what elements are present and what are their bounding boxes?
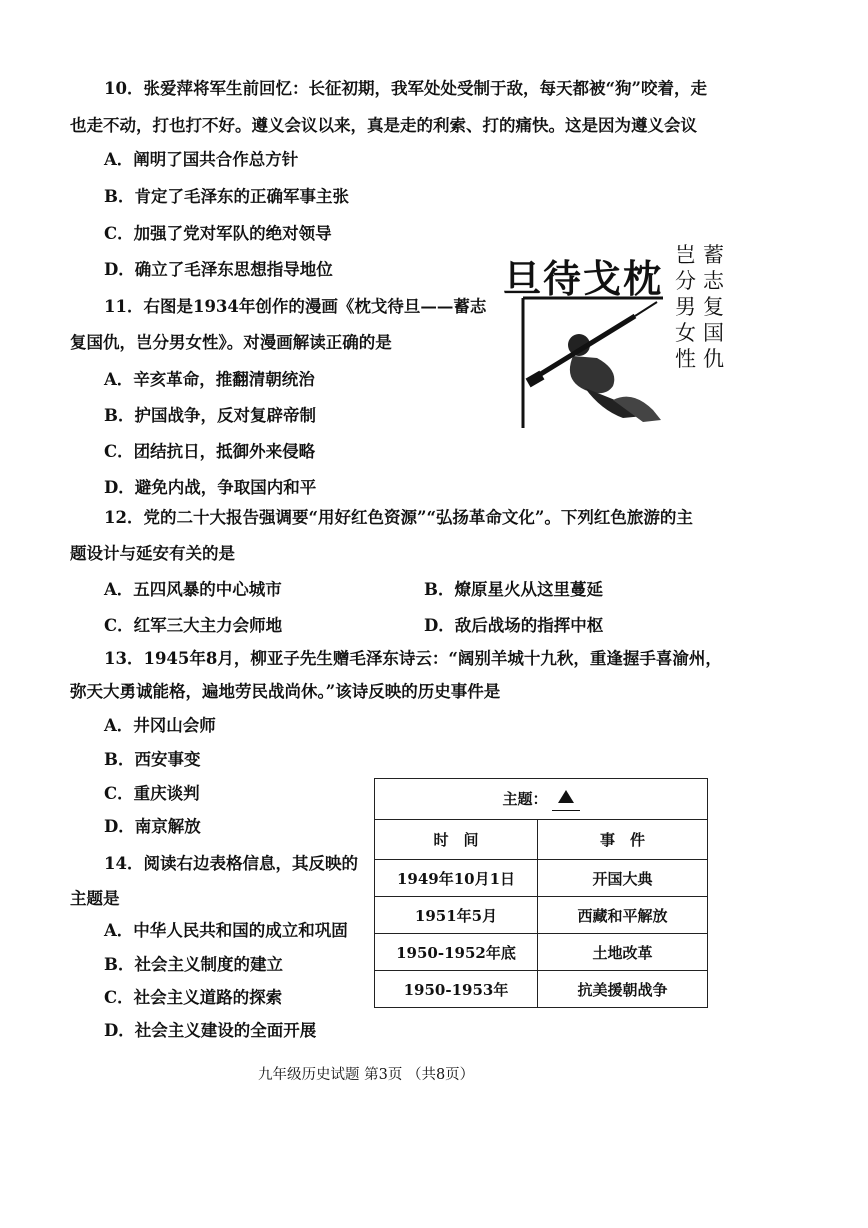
q10-stem-line2: 也走不动，打也打不好。遵义会议以来，真是走的利索、打的痛快。这是因为遵义会议 — [70, 116, 697, 135]
q11-option-c: C．团结抗日，抵御外来侵略 — [104, 442, 316, 461]
q10-option-d: D．确立了毛泽东思想指导地位 — [104, 260, 333, 279]
q13-option-b: B．西安事变 — [104, 750, 201, 769]
q11-option-d: D．避免内战，争取国内和平 — [104, 478, 317, 497]
triangle-icon — [558, 790, 574, 803]
q14-stem-line1: 14．阅读右边表格信息，其反映的 — [104, 854, 358, 873]
table-row — [375, 897, 708, 934]
col-header-time: 时 间 — [375, 820, 538, 860]
cell-time: 1951年5月 — [375, 897, 538, 934]
theme-blank — [552, 790, 580, 811]
cell-event: 开国大典 — [538, 860, 708, 897]
q13-stem-line2: 弥天大勇诚能格，遍地劳民战尚休。”该诗反映的历史事件是 — [70, 682, 501, 701]
events-table — [374, 778, 708, 1008]
q13-option-a: A．井冈山会师 — [104, 716, 216, 735]
q12-stem-line2: 题设计与延安有关的是 — [70, 544, 235, 563]
q11-stem-line1: 11．右图是1934年创作的漫画《枕戈待旦——蓄志 — [104, 297, 487, 316]
cell-event: 土地改革 — [538, 934, 708, 971]
q12-option-c: C．红军三大主力会师地 — [104, 616, 283, 635]
q10-option-a: A．阐明了国共合作总方针 — [104, 150, 299, 169]
cartoon-title: 旦待戈枕 — [503, 256, 664, 301]
cell-event: 西藏和平解放 — [538, 897, 708, 934]
q14-option-b: B．社会主义制度的建立 — [104, 955, 283, 974]
cartoon-text-col1: 蓄志复国仇 — [703, 243, 724, 371]
q11-option-a: A．辛亥革命，推翻清朝统治 — [104, 370, 315, 389]
q10-option-c: C．加强了党对军队的绝对领导 — [104, 224, 332, 243]
table-row — [375, 860, 708, 897]
cell-time: 1950-1953年 — [375, 971, 538, 1008]
table-row — [375, 934, 708, 971]
table-row — [375, 971, 708, 1008]
cell-time: 1949年10月1日 — [375, 860, 538, 897]
q12-option-a: A．五四风暴的中心城市 — [104, 580, 282, 599]
q14-option-d: D．社会主义建设的全面开展 — [104, 1021, 317, 1040]
q10-option-b: B．肯定了毛泽东的正确军事主张 — [104, 187, 349, 206]
col-header-event: 事 件 — [538, 820, 708, 860]
cell-time: 1950-1952年底 — [375, 934, 538, 971]
q12-option-d: D．敌后战场的指挥中枢 — [424, 616, 604, 635]
q11-stem-line2: 复国仇，岂分男女性》。对漫画解读正确的是 — [70, 333, 392, 352]
q13-option-c: C．重庆谈判 — [104, 784, 200, 803]
q13-option-d: D．南京解放 — [104, 817, 201, 836]
cartoon-text-col2: 岂分男女性 — [675, 243, 696, 371]
q12-stem-line1: 12．党的二十大报告强调要“用好红色资源”“弘扬革命文化”。下列红色旅游的主 — [104, 508, 693, 527]
q12-option-b: B．燎原星火从这里蔓延 — [424, 580, 603, 599]
table-header-row — [375, 820, 708, 860]
cartoon-image — [493, 240, 728, 432]
q11-option-b: B．护国战争，反对复辟帝制 — [104, 406, 316, 425]
table-theme-cell — [375, 779, 708, 820]
q14-option-c: C．社会主义道路的探索 — [104, 988, 283, 1007]
q14-option-a: A．中华人民共和国的成立和巩固 — [104, 921, 348, 940]
table-theme-label: 主题： — [502, 789, 548, 808]
table-theme-row — [375, 779, 708, 820]
q10-stem-line1: 10．张爱萍将军生前回忆：长征初期，我军处处受制于敌，每天都被“狗”咬着，走 — [104, 79, 707, 98]
page-footer: 九年级历史试题 第3页 （共8页） — [258, 1067, 475, 1083]
q13-stem-line1: 13．1945年8月，柳亚子先生赠毛泽东诗云：“阔别羊城十九秋，重逢握手喜渝州， — [104, 649, 722, 668]
cell-event: 抗美援朝战争 — [538, 971, 708, 1008]
q14-stem-line2: 主题是 — [70, 889, 120, 908]
